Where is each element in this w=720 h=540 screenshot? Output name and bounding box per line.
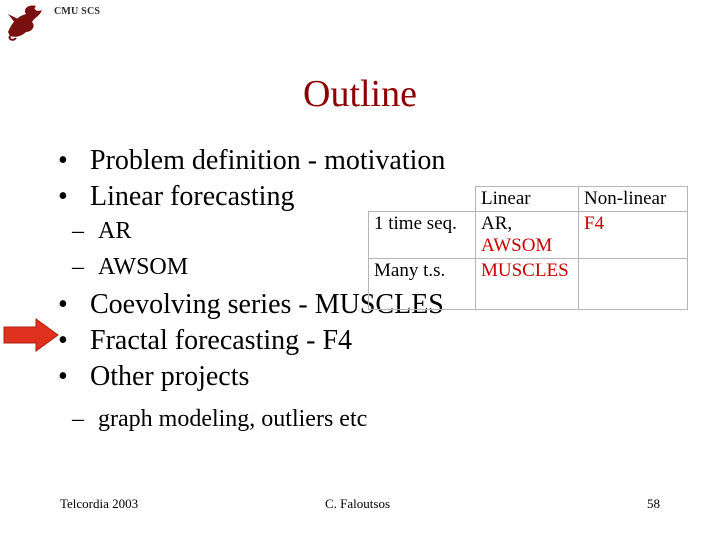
outline-item-label: Coevolving series - MUSCLES [90,289,444,320]
table-header-cell: Linear [476,187,579,212]
bullet-icon: • [58,181,68,212]
table-row-label: Many t.s. [369,259,476,310]
bullet-icon: • [58,361,68,392]
table-cell [476,259,579,310]
page-number: 58 [647,496,660,511]
bullet-icon: • [58,289,68,320]
outline-item [52,324,712,360]
table-cell [476,212,579,259]
outline-item [52,144,712,180]
outline-subitem-label: graph modeling, outliers etc [98,406,368,432]
cmu-dragon-logo-icon [2,2,46,42]
bullet-icon: • [58,145,68,176]
dash-icon: – [72,218,84,244]
table-header-cell [369,187,476,212]
logo-text: CMU SCS [54,6,101,17]
table-row [369,259,688,310]
dash-icon: – [72,254,84,280]
outline-item-label: Problem definition - motivation [90,145,446,176]
footer-author: C. Faloutsos [325,496,391,511]
table-cell-value: AR, [481,213,513,234]
table-cell-value [579,259,688,310]
outline-subitem [52,404,712,440]
outline-subitem-label: AWSOM [98,254,189,280]
outline-subitem-label: AR [98,218,132,244]
outline-item-label: Fractal forecasting - F4 [90,325,353,356]
table-cell-value: AWSOM [481,235,553,256]
table-cell-value: MUSCLES [481,260,569,281]
dash-icon: – [72,406,84,432]
outline-item-label: Other projects [90,361,250,392]
slide-title: Outline [303,73,417,115]
table-header-row [369,187,688,212]
outline-item-label: Linear forecasting [90,181,295,212]
outline-item [52,360,712,396]
table-row [369,212,688,259]
bullet-icon: • [58,325,68,356]
table-row-label: 1 time seq. [369,212,476,259]
table-header-cell: Non-linear [579,187,688,212]
current-item-arrow-icon [2,317,62,353]
forecasting-methods-table [368,186,688,310]
table-cell-value: F4 [579,212,688,259]
footer-left: Telcordia 2003 [60,496,139,511]
